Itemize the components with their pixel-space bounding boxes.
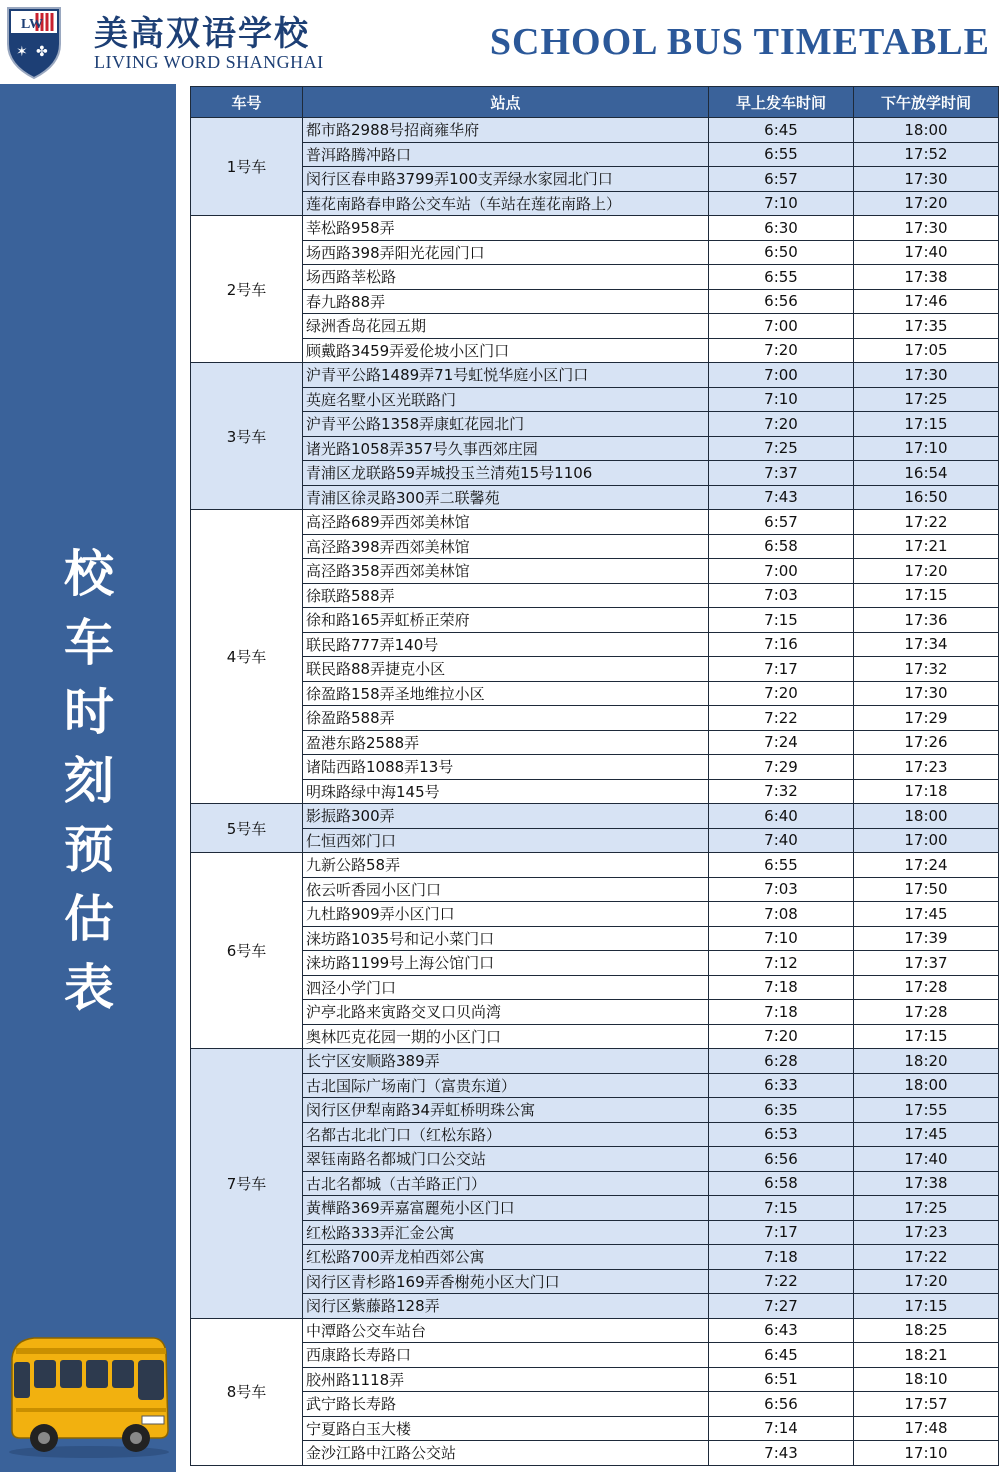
- stop-cell: 场西路莘松路: [303, 265, 709, 290]
- stop-cell: 都市路2988号招商雍华府: [303, 118, 709, 143]
- vertical-title: [56, 540, 122, 1023]
- am-time-cell: 6:55: [709, 265, 854, 290]
- stop-cell: 闵行区伊犁南路34弄虹桥明珠公寓: [303, 1098, 709, 1123]
- stop-cell: 顾戴路3459弄爱伦坡小区门口: [303, 338, 709, 363]
- table-row: [191, 657, 999, 682]
- vertical-title-char: 估: [64, 890, 114, 948]
- table-row: [191, 314, 999, 339]
- table-row: [191, 1294, 999, 1319]
- am-time-cell: 7:10: [709, 926, 854, 951]
- bus-timetable: [190, 86, 999, 1466]
- stop-cell: 九杜路909弄小区门口: [303, 902, 709, 927]
- pm-time-cell: 17:15: [854, 583, 999, 608]
- table-row: [191, 681, 999, 706]
- table-row: [191, 1318, 999, 1343]
- pm-time-cell: 17:40: [854, 1147, 999, 1172]
- am-time-cell: 7:20: [709, 412, 854, 437]
- pm-time-cell: 17:46: [854, 289, 999, 314]
- am-time-cell: 6:45: [709, 1343, 854, 1368]
- pm-time-cell: 18:25: [854, 1318, 999, 1343]
- school-crest-icon: [4, 4, 64, 80]
- table-row: [191, 1245, 999, 1270]
- table-row: [191, 387, 999, 412]
- am-time-cell: 7:20: [709, 681, 854, 706]
- table-row: [191, 191, 999, 216]
- table-row: [191, 1196, 999, 1221]
- am-time-cell: 7:22: [709, 706, 854, 731]
- stop-cell: 春九路88弄: [303, 289, 709, 314]
- pm-time-cell: 17:22: [854, 510, 999, 535]
- pm-time-cell: 17:45: [854, 1122, 999, 1147]
- table-row: [191, 118, 999, 143]
- stop-cell: 长宁区安顺路389弄: [303, 1049, 709, 1074]
- pm-time-cell: 18:10: [854, 1367, 999, 1392]
- stop-cell: 泗泾小学门口: [303, 975, 709, 1000]
- am-time-cell: 7:00: [709, 314, 854, 339]
- am-time-cell: 7:20: [709, 1024, 854, 1049]
- table-row: [191, 1416, 999, 1441]
- pm-time-cell: 17:22: [854, 1245, 999, 1270]
- stop-cell: 红松路333弄汇金公寓: [303, 1220, 709, 1245]
- table-row: [191, 1392, 999, 1417]
- pm-time-cell: 18:00: [854, 1073, 999, 1098]
- table-row: [191, 1367, 999, 1392]
- stop-cell: 徐和路165弄虹桥正荣府: [303, 608, 709, 633]
- am-time-cell: 6:55: [709, 142, 854, 167]
- am-time-cell: 7:10: [709, 191, 854, 216]
- stop-cell: 联民路777弄140号: [303, 632, 709, 657]
- table-row: [191, 706, 999, 731]
- vertical-title-char: 表: [64, 959, 114, 1017]
- table-row: [191, 216, 999, 241]
- stop-cell: 场西路398弄阳光花园门口: [303, 240, 709, 265]
- vertical-title-wrap: [56, 540, 122, 1020]
- col-header-am: 早上发车时间: [709, 87, 854, 118]
- stop-cell: 沪青平公路1489弄71号虹悦华庭小区门口: [303, 363, 709, 388]
- am-time-cell: 7:25: [709, 436, 854, 461]
- am-time-cell: 6:58: [709, 534, 854, 559]
- bus-number-cell: 8号车: [191, 1318, 303, 1465]
- pm-time-cell: 17:15: [854, 412, 999, 437]
- stop-cell: 普洱路腾冲路口: [303, 142, 709, 167]
- svg-text:✶: ✶: [16, 44, 28, 60]
- pm-time-cell: 17:38: [854, 265, 999, 290]
- am-time-cell: 7:29: [709, 755, 854, 780]
- stop-cell: 中潭路公交车站台: [303, 1318, 709, 1343]
- pm-time-cell: 18:00: [854, 804, 999, 829]
- table-row: [191, 1441, 999, 1466]
- pm-time-cell: 17:18: [854, 779, 999, 804]
- table-row: [191, 559, 999, 584]
- stop-cell: 闵行区紫藤路128弄: [303, 1294, 709, 1319]
- am-time-cell: 7:10: [709, 387, 854, 412]
- pm-time-cell: 17:30: [854, 216, 999, 241]
- pm-time-cell: 17:30: [854, 167, 999, 192]
- am-time-cell: 7:43: [709, 485, 854, 510]
- table-row: [191, 363, 999, 388]
- am-time-cell: 7:24: [709, 730, 854, 755]
- table-row: [191, 1220, 999, 1245]
- pm-time-cell: 17:52: [854, 142, 999, 167]
- pm-time-cell: 17:39: [854, 926, 999, 951]
- am-time-cell: 7:18: [709, 1245, 854, 1270]
- pm-time-cell: 17:10: [854, 1441, 999, 1466]
- am-time-cell: 7:40: [709, 828, 854, 853]
- table-row: [191, 1098, 999, 1123]
- am-time-cell: 7:20: [709, 338, 854, 363]
- table-row: [191, 1000, 999, 1025]
- pm-time-cell: 17:25: [854, 1196, 999, 1221]
- stop-cell: 盈港东路2588弄: [303, 730, 709, 755]
- table-row: [191, 289, 999, 314]
- am-time-cell: 6:28: [709, 1049, 854, 1074]
- stop-cell: 西康路长寿路口: [303, 1343, 709, 1368]
- pm-time-cell: 17:20: [854, 1269, 999, 1294]
- col-header-bus: 车号: [191, 87, 303, 118]
- am-time-cell: 7:12: [709, 951, 854, 976]
- table-row: [191, 1073, 999, 1098]
- am-time-cell: 7:00: [709, 363, 854, 388]
- am-time-cell: 7:37: [709, 461, 854, 486]
- stop-cell: 诸光路1058弄357号久事西郊庄园: [303, 436, 709, 461]
- vertical-title-char: 预: [64, 821, 114, 879]
- stop-cell: 涞坊路1199号上海公馆门口: [303, 951, 709, 976]
- table-row: [191, 142, 999, 167]
- pm-time-cell: 17:10: [854, 436, 999, 461]
- stop-cell: 高泾路398弄西郊美林馆: [303, 534, 709, 559]
- pm-time-cell: 17:28: [854, 975, 999, 1000]
- stop-cell: 沪青平公路1358弄康虹花园北门: [303, 412, 709, 437]
- bus-number-cell: 2号车: [191, 216, 303, 363]
- stop-cell: 红松路700弄龙柏西郊公寓: [303, 1245, 709, 1270]
- table-row: [191, 975, 999, 1000]
- stop-cell: 莘松路958弄: [303, 216, 709, 241]
- am-time-cell: 7:16: [709, 632, 854, 657]
- table-row: [191, 1343, 999, 1368]
- table-row: [191, 485, 999, 510]
- table-row: [191, 510, 999, 535]
- school-bus-icon: [4, 1330, 174, 1460]
- stop-cell: 明珠路绿中海145号: [303, 779, 709, 804]
- stop-cell: 莲花南路春申路公交车站（车站在莲花南路上）: [303, 191, 709, 216]
- pm-time-cell: 17:15: [854, 1024, 999, 1049]
- stop-cell: 徐盈路158弄圣地维拉小区: [303, 681, 709, 706]
- pm-time-cell: 17:24: [854, 853, 999, 878]
- am-time-cell: 6:40: [709, 804, 854, 829]
- table-row: [191, 1024, 999, 1049]
- am-time-cell: 6:56: [709, 289, 854, 314]
- stop-cell: 高泾路689弄西郊美林馆: [303, 510, 709, 535]
- pm-time-cell: 17:21: [854, 534, 999, 559]
- pm-time-cell: 17:35: [854, 314, 999, 339]
- am-time-cell: 6:53: [709, 1122, 854, 1147]
- am-time-cell: 6:55: [709, 853, 854, 878]
- am-time-cell: 6:45: [709, 118, 854, 143]
- table-row: [191, 828, 999, 853]
- table-row: [191, 1147, 999, 1172]
- am-time-cell: 7:08: [709, 902, 854, 927]
- stop-cell: 翠钰南路名都城门口公交站: [303, 1147, 709, 1172]
- table-row: [191, 534, 999, 559]
- table-row: [191, 240, 999, 265]
- am-time-cell: 6:30: [709, 216, 854, 241]
- stop-cell: 名都古北北门口（红松东路）: [303, 1122, 709, 1147]
- am-time-cell: 6:56: [709, 1147, 854, 1172]
- pm-time-cell: 17:28: [854, 1000, 999, 1025]
- table-row: [191, 902, 999, 927]
- stop-cell: 英庭名墅小区光联路门: [303, 387, 709, 412]
- vertical-title-char: 车: [64, 614, 114, 672]
- table-row: [191, 265, 999, 290]
- am-time-cell: 7:00: [709, 559, 854, 584]
- table-row: [191, 632, 999, 657]
- pm-time-cell: 17:55: [854, 1098, 999, 1123]
- pm-time-cell: 17:25: [854, 387, 999, 412]
- pm-time-cell: 17:00: [854, 828, 999, 853]
- stop-cell: 诸陆西路1088弄13号: [303, 755, 709, 780]
- pm-time-cell: 17:48: [854, 1416, 999, 1441]
- pm-time-cell: 17:20: [854, 559, 999, 584]
- table-row: [191, 461, 999, 486]
- stop-cell: 徐盈路588弄: [303, 706, 709, 731]
- school-name-cn: 美高双语学校: [94, 14, 310, 54]
- table-header-row: [191, 87, 999, 118]
- am-time-cell: 6:33: [709, 1073, 854, 1098]
- pm-time-cell: 17:23: [854, 755, 999, 780]
- am-time-cell: 7:14: [709, 1416, 854, 1441]
- am-time-cell: 6:57: [709, 167, 854, 192]
- stop-cell: 青浦区龙联路59弄城投玉兰清苑15号1106: [303, 461, 709, 486]
- bus-number-cell: 3号车: [191, 363, 303, 510]
- table-row: [191, 608, 999, 633]
- pm-time-cell: 17:15: [854, 1294, 999, 1319]
- stop-cell: 沪亭北路来寅路交叉口贝尚湾: [303, 1000, 709, 1025]
- am-time-cell: 7:17: [709, 1220, 854, 1245]
- table-row: [191, 853, 999, 878]
- am-time-cell: 7:03: [709, 583, 854, 608]
- stop-cell: 青浦区徐灵路300弄二联馨苑: [303, 485, 709, 510]
- am-time-cell: 7:17: [709, 657, 854, 682]
- table-row: [191, 755, 999, 780]
- am-time-cell: 6:43: [709, 1318, 854, 1343]
- pm-time-cell: 17:05: [854, 338, 999, 363]
- col-header-pm: 下午放学时间: [854, 87, 999, 118]
- table-row: [191, 804, 999, 829]
- col-header-stop: 站点: [303, 87, 709, 118]
- pm-time-cell: 17:20: [854, 191, 999, 216]
- stop-cell: 奥林匹克花园一期的小区门口: [303, 1024, 709, 1049]
- school-name-en: LIVING WORD SHANGHAI: [94, 52, 324, 72]
- table-row: [191, 877, 999, 902]
- pm-time-cell: 17:32: [854, 657, 999, 682]
- vertical-title-char: 刻: [64, 752, 114, 810]
- stop-cell: 依云听香园小区门口: [303, 877, 709, 902]
- pm-time-cell: 17:26: [854, 730, 999, 755]
- pm-time-cell: 18:20: [854, 1049, 999, 1074]
- table-row: [191, 779, 999, 804]
- stop-cell: 武宁路长寿路: [303, 1392, 709, 1417]
- am-time-cell: 6:50: [709, 240, 854, 265]
- pm-time-cell: 17:30: [854, 363, 999, 388]
- am-time-cell: 7:32: [709, 779, 854, 804]
- pm-time-cell: 17:57: [854, 1392, 999, 1417]
- table-row: [191, 1049, 999, 1074]
- table-row: [191, 167, 999, 192]
- am-time-cell: 7:15: [709, 1196, 854, 1221]
- stop-cell: 联民路88弄捷克小区: [303, 657, 709, 682]
- pm-time-cell: 17:23: [854, 1220, 999, 1245]
- pm-time-cell: 17:29: [854, 706, 999, 731]
- pm-time-cell: 17:36: [854, 608, 999, 633]
- am-time-cell: 7:03: [709, 877, 854, 902]
- am-time-cell: 7:27: [709, 1294, 854, 1319]
- pm-time-cell: 17:30: [854, 681, 999, 706]
- stop-cell: 涞坊路1035号和记小菜门口: [303, 926, 709, 951]
- am-time-cell: 6:35: [709, 1098, 854, 1123]
- bus-number-cell: 7号车: [191, 1049, 303, 1319]
- table-row: [191, 412, 999, 437]
- stop-cell: 影振路300弄: [303, 804, 709, 829]
- table-row: [191, 583, 999, 608]
- am-time-cell: 7:22: [709, 1269, 854, 1294]
- stop-cell: 仁恒西郊门口: [303, 828, 709, 853]
- stop-cell: 宁夏路白玉大楼: [303, 1416, 709, 1441]
- table-row: [191, 1122, 999, 1147]
- bus-number-cell: 4号车: [191, 510, 303, 804]
- table-row: [191, 338, 999, 363]
- pm-time-cell: 17:37: [854, 951, 999, 976]
- pm-time-cell: 16:50: [854, 485, 999, 510]
- stop-cell: 古北国际广场南门（富贵东道）: [303, 1073, 709, 1098]
- am-time-cell: 7:15: [709, 608, 854, 633]
- am-time-cell: 6:56: [709, 1392, 854, 1417]
- am-time-cell: 6:57: [709, 510, 854, 535]
- stop-cell: 九新公路58弄: [303, 853, 709, 878]
- am-time-cell: 7:18: [709, 975, 854, 1000]
- stop-cell: 金沙江路中江路公交站: [303, 1441, 709, 1466]
- page-title: SCHOOL BUS TIMETABLE: [489, 21, 990, 63]
- header: [0, 0, 1000, 84]
- am-time-cell: 7:43: [709, 1441, 854, 1466]
- am-time-cell: 7:18: [709, 1000, 854, 1025]
- stop-cell: 闵行区春申路3799弄100支弄绿水家园北门口: [303, 167, 709, 192]
- stop-cell: 高泾路358弄西郊美林馆: [303, 559, 709, 584]
- bus-number-cell: 5号车: [191, 804, 303, 853]
- crest-letters: LW: [21, 17, 44, 32]
- stop-cell: 黃樺路369弄嘉富麗苑小区门口: [303, 1196, 709, 1221]
- am-time-cell: 6:51: [709, 1367, 854, 1392]
- pm-time-cell: 16:54: [854, 461, 999, 486]
- stop-cell: 古北名都城（古羊路正门）: [303, 1171, 709, 1196]
- table-row: [191, 951, 999, 976]
- stop-cell: 闵行区青杉路169弄香榭苑小区大门口: [303, 1269, 709, 1294]
- vertical-title-char: 校: [64, 545, 114, 603]
- table-row: [191, 436, 999, 461]
- vertical-title-char: 时: [64, 683, 114, 741]
- svg-text:✤: ✤: [36, 44, 48, 60]
- table-row: [191, 730, 999, 755]
- pm-time-cell: 17:34: [854, 632, 999, 657]
- table-row: [191, 1171, 999, 1196]
- table-row: [191, 1269, 999, 1294]
- bus-number-cell: 1号车: [191, 118, 303, 216]
- pm-time-cell: 17:45: [854, 902, 999, 927]
- stop-cell: 胶州路1118弄: [303, 1367, 709, 1392]
- pm-time-cell: 18:00: [854, 118, 999, 143]
- pm-time-cell: 17:50: [854, 877, 999, 902]
- table-row: [191, 926, 999, 951]
- stop-cell: 绿洲香岛花园五期: [303, 314, 709, 339]
- pm-time-cell: 18:21: [854, 1343, 999, 1368]
- pm-time-cell: 17:38: [854, 1171, 999, 1196]
- am-time-cell: 6:58: [709, 1171, 854, 1196]
- stop-cell: 徐联路588弄: [303, 583, 709, 608]
- bus-number-cell: 6号车: [191, 853, 303, 1049]
- pm-time-cell: 17:40: [854, 240, 999, 265]
